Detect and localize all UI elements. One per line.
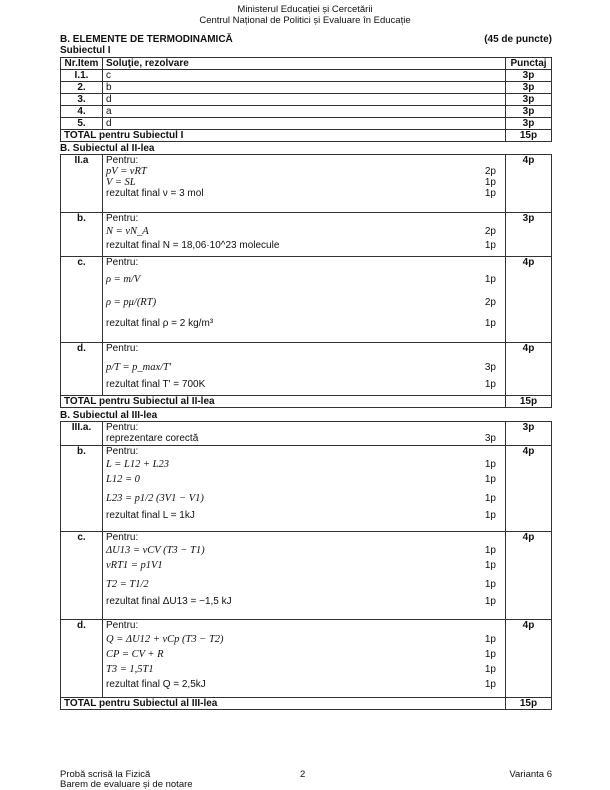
table-row: 3. d 3p (61, 94, 552, 106)
footer-page-number: 2 (300, 769, 306, 780)
footer-grading: Barem de evaluare și de notare (60, 779, 193, 790)
item-2c: c. Pentru: ρ = m/V 1p ρ = pμ/(RT) 2p rezultat final ρ = 2 kg/m³ 1p 4p (61, 257, 552, 343)
footer (60, 770, 552, 790)
header-ministry: Ministerul Educației și Cercetării (237, 4, 373, 15)
section-title: B. ELEMENTE DE TERMODINAMICĂ (60, 34, 233, 45)
item-3c: c. Pentru: ΔU13 = νCV (T3 − T1) 1p νRT1 = p1V1 1p T2 = T1/2 1p rezultat final ΔU13 = −1,5 kJ 1p 4p (61, 532, 552, 620)
item-2a: II.a Pentru: pV = νRT 2p V = SL 1p rezultat final ν = 3 mol 1p 4p (61, 155, 552, 213)
table-row: 4. a 3p (61, 106, 552, 118)
header-center: Centrul Național de Politici și Evaluare în Educație (199, 15, 411, 26)
subject-1-total: 15p (506, 130, 552, 142)
col-points: Punctaj (506, 58, 552, 70)
table-row: 5. d 3p (61, 118, 552, 130)
subject-1-total-label: TOTAL pentru Subiectul I (61, 130, 506, 142)
table-row: 2. b 3p (61, 82, 552, 94)
footer-exam: Probă scrisă la Fizică (60, 769, 151, 780)
header (0, 4, 610, 26)
col-item: Nr.Item (61, 58, 103, 70)
item-2b: b. Pentru: N = νN_A 2p rezultat final N = 18,06·10^23 molecule 1p 3p (61, 213, 552, 257)
subject-1-table (60, 57, 552, 142)
subject-3-table (60, 421, 552, 710)
item-3b: b. Pentru: L = L12 + L23 1p L12 = 0 1p L23 = p1/2 (3V1 − V1) 1p rezultat final L = 1kJ 1p 4p (61, 446, 552, 532)
col-solution: Soluţie, rezolvare (103, 58, 506, 70)
item-3d: d. Pentru: Q = ΔU12 + νCp (T3 − T2) 1p CP = CV + R 1p T3 = 1,5T1 1p rezultat final Q = 2,5kJ 1p 4p (61, 620, 552, 698)
subject-2-total-label: TOTAL pentru Subiectul al II-lea (61, 396, 506, 408)
item-2d: d. Pentru: p/T = p_max/T' 3p rezultat final T' = 700K 1p 4p (61, 343, 552, 396)
subject-2-table (60, 154, 552, 408)
item-3a: III.a. Pentru: reprezentare corectă 3p 3p (61, 422, 552, 446)
subject-2-title: B. Subiectul al II-lea (60, 143, 155, 154)
subject-2-total: 15p (506, 396, 552, 408)
table-row: I.1. c 3p (61, 70, 552, 82)
section-points: (45 de puncte) (484, 34, 552, 45)
footer-variant: Varianta 6 (509, 769, 552, 780)
subject-1-title: Subiectul I (60, 45, 111, 56)
subject-3-total-label: TOTAL pentru Subiectul al III-lea (61, 698, 506, 710)
subject-3-title: B. Subiectul al III-lea (60, 410, 158, 421)
subject-3-total: 15p (506, 698, 552, 710)
